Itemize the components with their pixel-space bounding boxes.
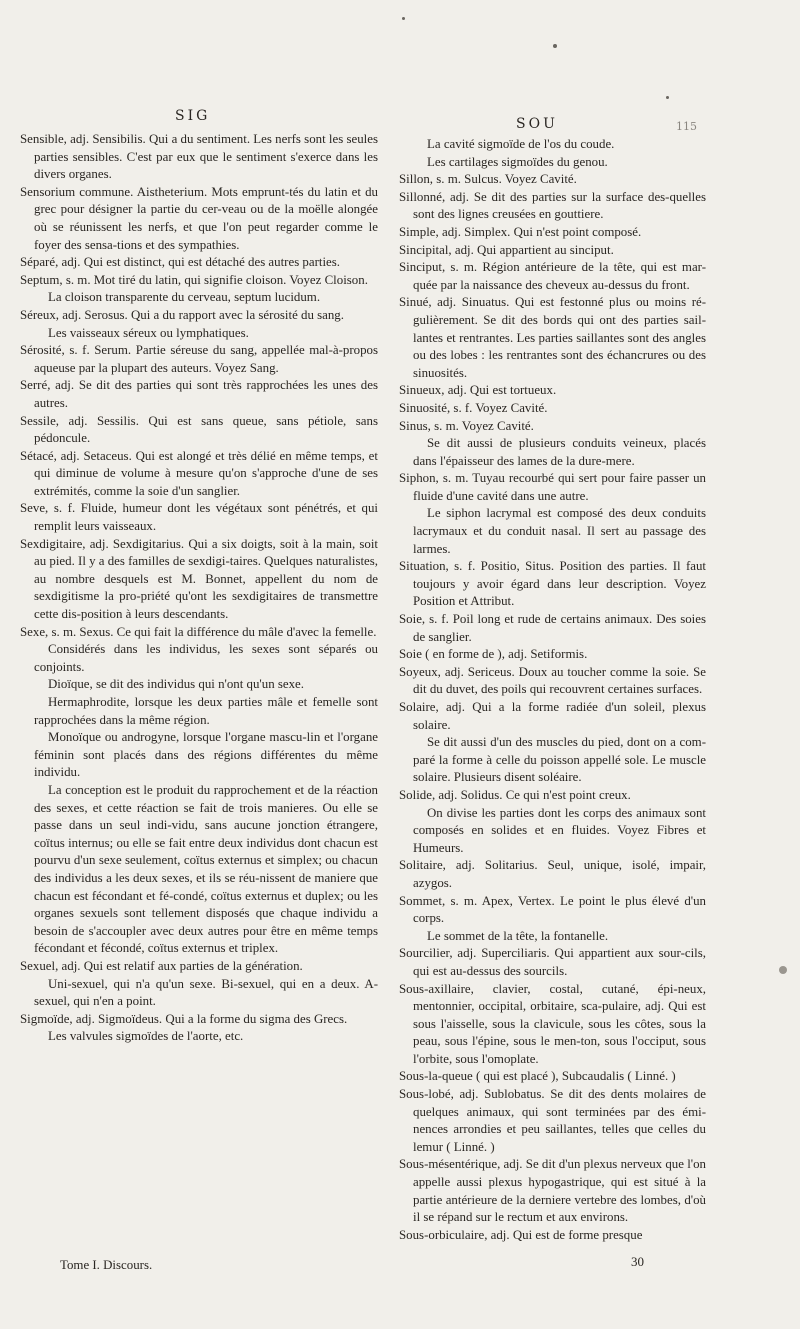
dictionary-entry: Simple, adj. Simplex. Qui n'est point composé. bbox=[399, 224, 642, 239]
entry-paragraph: Le sommet de la tête, la fontanelle. bbox=[427, 928, 609, 943]
dictionary-entry: Solide, adj. Solidus. Ce qui n'est point creux. bbox=[399, 787, 631, 802]
entry-paragraph: Uni-sexuel, qui n'a qu'un sexe. Bi-sexuel, qui en a deux. A-sexuel, qui n'en a point. bbox=[34, 976, 378, 1009]
dictionary-entry: Septum, s. m. Mot tiré du latin, qui signifie cloison. Voyez Cloison. bbox=[20, 272, 368, 287]
entry-paragraph: La conception est le produit du rapprochement et de la réaction des sexes, et cette réaction se fait de trois manieres. Ou elle se passe dans un seul indi-vidu, sans aucune jonction étrangere, coïtus internus; ou elle se fait entre deux individus dont chacun est pourvu d'un sexe seulement, coïtus externus et simplex; ou chacun des individus a les deux sexes, et ils se réu-nissent de maniere que chacun est fécondant et fé-condé, coïtus externus et duplex; ou les organes sexuels sont tellement disposés que chaque individu a besoin de s'accoupler avec deux autres pour être en même temps fécondant et fécondé, coïtus externus et triplex. bbox=[34, 782, 378, 956]
entry-paragraph: Les cartilages sigmoïdes du genou. bbox=[427, 154, 608, 169]
dictionary-entry: Sillonné, adj. Se dit des parties sur la surface des-quelles sont des lignes creusées en gouttiere. bbox=[399, 189, 706, 222]
dictionary-entry: Sétacé, adj. Setaceus. Qui est alongé et très délié en même temps, et qui diminue de volume à mesure qu'on s'approche d'une de ses extrémités, comme la soie d'un sanglier. bbox=[20, 448, 378, 498]
dictionary-entry: Sigmoïde, adj. Sigmoïdeus. Qui a la forme du sigma des Grecs. bbox=[20, 1011, 348, 1026]
ink-speck bbox=[553, 44, 557, 48]
entry-paragraph: Les valvules sigmoïdes de l'aorte, etc. bbox=[48, 1029, 244, 1044]
volume-footer: Tome I. Discours. bbox=[60, 1258, 153, 1272]
dictionary-entry: Sous-mésentérique, adj. Se dit d'un plexus nerveux que l'on appelle aussi plexus hypogastrique, qui est situé à la partie antérieure de la derniere vertebre des lombes, d'où il se répand sur le rectum et aux environs. bbox=[399, 1157, 706, 1225]
dictionary-entry: Sinus, s. m. Voyez Cavité. bbox=[399, 418, 534, 433]
right-column bbox=[399, 136, 706, 1244]
dictionary-entry: Serré, adj. Se dit des parties qui sont très rapprochées les unes des autres. bbox=[20, 378, 378, 410]
dictionary-entry: Sous-axillaire, clavier, costal, cutané, épi-neux, mentonnier, occipital, orbitaire, sca-pulaire, adj. Qui est sous l'aisselle, sous la clavicule, sous les côtes, sous la peau, sous l'épine, sous le men-ton, sous l'occiput, sous l'orbite, sous l'omoplate. bbox=[399, 981, 706, 1066]
entry-paragraph: Le siphon lacrymal est composé des deux conduits lacrymaux et du conduit nasal. Il sert au passage des larmes. bbox=[413, 506, 706, 556]
dictionary-entry: Sinueux, adj. Qui est tortueux. bbox=[399, 383, 557, 398]
entry-paragraph: Se dit aussi de plusieurs conduits veineux, placés dans l'épaisseur des lames de la dure-mere. bbox=[413, 436, 706, 468]
ink-speck bbox=[402, 17, 405, 20]
dictionary-entry: Sexe, s. m. Sexus. Ce qui fait la différence du mâle d'avec la femelle. bbox=[20, 624, 377, 639]
entry-paragraph: Se dit aussi d'un des muscles du pied, dont on a com-paré la forme à celle du poisson appellé sole. Le muscle solaire. Plusieurs disent soléaire. bbox=[413, 735, 706, 785]
entry-paragraph: La cloison transparente du cerveau, septum lucidum. bbox=[48, 290, 321, 305]
dictionary-entry: Sérosité, s. f. Serum. Partie séreuse du sang, appellée mal-à-propos aqueuse par la plupart des auteurs. Voyez Sang. bbox=[20, 343, 378, 375]
dictionary-entry: Sillon, s. m. Sulcus. Voyez Cavité. bbox=[399, 172, 577, 187]
dictionary-entry: Sexdigitaire, adj. Sexdigitarius. Qui a six doigts, soit à la main, soit au pied. Il y a des familles de sexdigi-taires. Quelques naturalistes, au nombre desquels est M. Bonnet, appellent du nom de sexdigitisme la pro-priété qu'ont les sexdigitaires de transmettre cette dis-position à leurs descendants. bbox=[20, 536, 379, 622]
entry-paragraph: Considérés dans les individus, les sexes sont séparés ou conjoints. bbox=[34, 642, 378, 674]
signature-mark: 30 bbox=[631, 1254, 644, 1269]
dictionary-entry: Sous-la-queue ( qui est placé ), Subcaudalis ( Linné. ) bbox=[399, 1069, 676, 1084]
entry-paragraph: Les vaisseaux séreux ou lymphatiques. bbox=[48, 325, 249, 340]
dictionary-entry: Seve, s. f. Fluide, humeur dont les végétaux sont pénétrés, et qui remplit leurs vaisseaux. bbox=[20, 501, 378, 534]
entry-paragraph: Monoïque ou androgyne, lorsque l'organe mascu-lin et l'organe féminin sont placés dans des régions différentes du même individu. bbox=[34, 730, 378, 780]
running-head-left: SIG bbox=[175, 108, 211, 124]
dictionary-entry: Sourcilier, adj. Superciliaris. Qui appartient aux sour-cils, qui est au-dessus des sourcils. bbox=[399, 946, 706, 978]
dictionary-entry: Sinué, adj. Sinuatus. Qui est festonné plus ou moins ré-gulièrement. Se dit des bords qui ont des parties sail-lantes et rentrantes. Les parties saillantes sont des angles ou des lobes : les rentrantes sont des échancrures ou des sinuosités. bbox=[399, 295, 706, 380]
dictionary-entry: Solitaire, adj. Solitarius. Seul, unique, isolé, impair, azygos. bbox=[399, 858, 706, 890]
dictionary-entry: Soyeux, adj. Sericeus. Doux au toucher comme la soie. Se dit du duvet, des poils qui recouvrent certaines surfaces. bbox=[399, 664, 706, 697]
entry-paragraph: On divise les parties dont les corps des animaux sont composés en solides et en fluides. Voyez Fibres et Humeurs. bbox=[413, 805, 706, 855]
dictionary-entry: Soie, s. f. Poil long et rude de certains animaux. Des soies de sanglier. bbox=[399, 612, 706, 644]
running-head-right: SOU bbox=[516, 116, 558, 132]
dictionary-entry: Situation, s. f. Positio, Situs. Position des parties. Il faut toujours y avoir égard dans leur description. Voyez Position et Attribut. bbox=[399, 559, 706, 609]
page-number: 115 bbox=[676, 120, 697, 133]
dictionary-entry: Sinciput, s. m. Région antérieure de la tête, qui est mar-quée par la naissance des cheveux au-dessus du front. bbox=[399, 260, 706, 292]
dictionary-entry: Sexuel, adj. Qui est relatif aux parties de la génération. bbox=[20, 958, 303, 973]
dictionary-entry: Sensible, adj. Sensibilis. Qui a du sentiment. Les nerfs sont les seules parties sensibles. C'est par eux que le sentiment s'exerce dans les divers organes. bbox=[20, 132, 378, 182]
dictionary-entry: Sinuosité, s. f. Voyez Cavité. bbox=[399, 400, 548, 415]
dictionary-entry: Séreux, adj. Serosus. Qui a du rapport avec la sérosité du sang. bbox=[20, 307, 344, 322]
entry-paragraph: La cavité sigmoïde de l'os du coude. bbox=[427, 137, 615, 151]
dictionary-entry: Siphon, s. m. Tuyau recourbé qui sert pour faire passer un fluide d'une cavité dans une autre. bbox=[399, 471, 706, 503]
dictionary-entry: Sommet, s. m. Apex, Vertex. Le point le plus élevé d'un corps. bbox=[399, 893, 706, 926]
dictionary-entry: Solaire, adj. Qui a la forme radiée d'un soleil, plexus solaire. bbox=[399, 700, 706, 732]
dictionary-entry: Sensorium commune. Aistheterium. Mots emprunt-tés du latin et du grec pour désigner la partie du cer-veau ou de la moëlle alongée où se réunissent les nerfs, et que l'on peut regarder comme le foyer des sensa-tions et des sympathies. bbox=[20, 184, 378, 252]
dictionary-entry: Sessile, adj. Sessilis. Qui est sans queue, sans pétiole, sans pédoncule. bbox=[20, 413, 378, 446]
dictionary-entry: Sous-orbiculaire, adj. Qui est de forme presque bbox=[399, 1227, 643, 1242]
dictionary-entry: Soie ( en forme de ), adj. Setiformis. bbox=[399, 647, 588, 662]
ink-speck bbox=[779, 966, 787, 974]
left-column bbox=[20, 131, 378, 1046]
dictionary-entry: Sincipital, adj. Qui appartient au sinciput. bbox=[399, 242, 614, 257]
entry-paragraph: Dioïque, se dit des individus qui n'ont qu'un sexe. bbox=[48, 677, 304, 692]
dictionary-entry: Sous-lobé, adj. Sublobatus. Se dit des dents molaires de quelques animaux, qui sont terminées par des émi-nences arrondies et peu saillantes, telles que celles du lemur ( Linné. ) bbox=[399, 1087, 706, 1154]
entry-paragraph: Hermaphrodite, lorsque les deux parties mâle et femelle sont rapprochées dans la même région. bbox=[34, 695, 378, 727]
dictionary-entry: Séparé, adj. Qui est distinct, qui est détaché des autres parties. bbox=[20, 255, 341, 270]
ink-speck bbox=[666, 96, 669, 99]
